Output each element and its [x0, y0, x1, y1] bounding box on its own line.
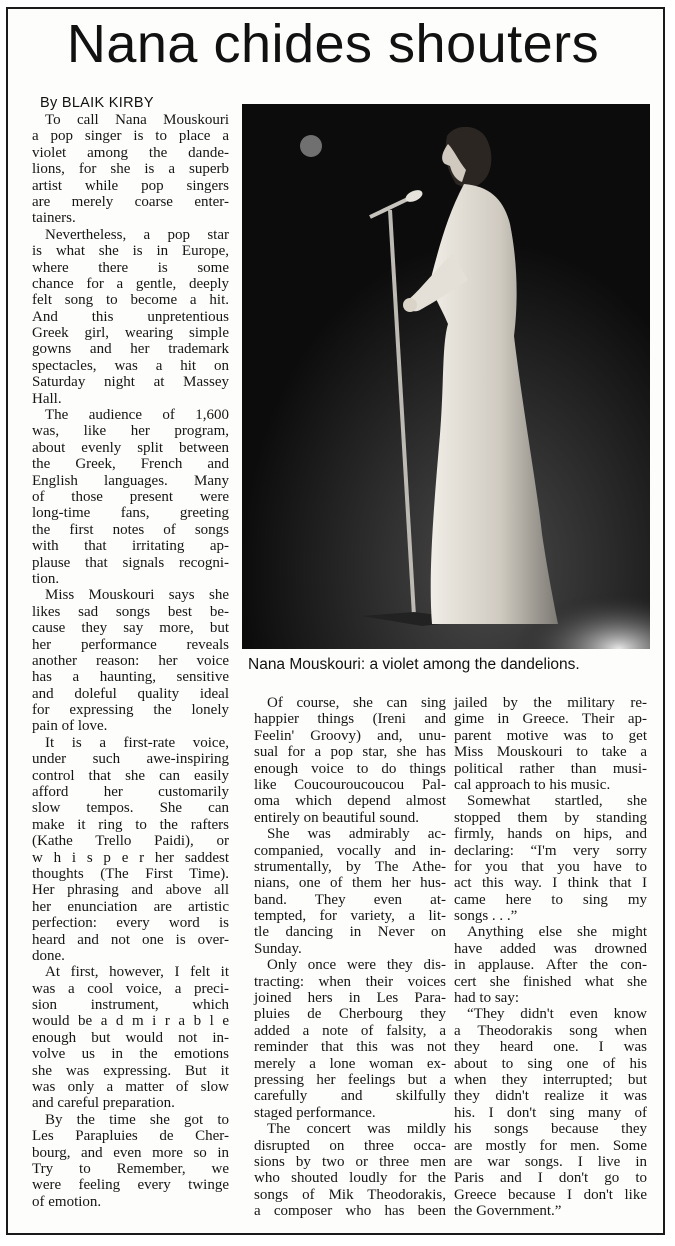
article-text-line: added a note of falsity, a	[254, 1022, 446, 1039]
article-text-line: Somewhat startled, she	[467, 793, 647, 810]
article-text-line: felt song to become a hit.	[32, 292, 229, 309]
article-text-line: bourg, and even more so in	[32, 1144, 229, 1161]
article-text-line: had to say:	[454, 990, 519, 1007]
article-text-line: Miss Mouskouri to take a	[454, 744, 647, 761]
article-text-line: pressing her feelings but a	[254, 1071, 446, 1088]
article-text-line: chance for a gentle, deeply	[32, 275, 229, 292]
article-text-line: Her phrasing and above all	[32, 882, 229, 899]
article-text-line: And this unpretentious	[32, 308, 229, 325]
article-text-line: Sunday.	[254, 940, 302, 957]
article-text-line: Nevertheless, a pop star	[45, 226, 229, 243]
article-text-line: act this way. I think that I	[454, 875, 647, 892]
article-text-line: Paris and I don't go to	[454, 1170, 647, 1187]
article-text-line: Les Parapluies de Cher-	[32, 1128, 229, 1145]
article-text-line: the Government.”	[454, 1203, 562, 1220]
article-text-line: his. I don't sing many of	[454, 1104, 647, 1121]
article-text-line: band. They even at-	[254, 891, 446, 908]
article-text-line: perfection: every word is	[32, 915, 229, 932]
article-text-line: nians, one of them her hus-	[254, 875, 446, 892]
article-text-line: happier things (Ireni and	[254, 711, 446, 728]
article-text-line: entirely on beautiful sound.	[254, 809, 419, 826]
article-photo	[242, 104, 650, 649]
article-text-line: companied, vocally and in-	[254, 842, 446, 859]
article-text-line: is what she is in Europe,	[32, 243, 229, 260]
article-text-line: w h i s p e r her saddest	[32, 849, 229, 866]
article-text-line: for you that you have to	[454, 858, 647, 875]
article-text-line: Saturday night at Massey	[32, 374, 229, 391]
article-text-line: Of course, she can sing	[267, 695, 446, 711]
article-column-3	[454, 695, 647, 1220]
article-column-1	[32, 112, 229, 1210]
article-text-line: another reason: her voice	[32, 652, 229, 669]
article-text-line: thoughts (The First Time).	[32, 865, 229, 882]
article-text-line: Hall.	[32, 390, 62, 407]
article-text-line: songs of Mik Theodorakis,	[254, 1186, 446, 1203]
article-text-line: Only once were they dis-	[267, 957, 446, 974]
article-text-line: English languages. Many	[32, 472, 229, 489]
article-text-line: lions, for she is a superb	[32, 161, 229, 178]
article-text-line: pluies de Cherbourg they	[254, 1006, 446, 1023]
photo-caption: Nana Mouskouri: a violet among the dandelions.	[248, 656, 580, 673]
article-text-line: afford her customarily	[32, 784, 229, 801]
article-text-line: a composer who has been	[254, 1203, 446, 1220]
article-text-line: Try to Remember, we	[32, 1161, 229, 1177]
article-text-line: done.	[32, 947, 65, 964]
article-text-line: joined hers in Les Para-	[254, 990, 446, 1007]
singer-photo-illustration	[242, 104, 650, 649]
article-text-line: enough voice to do things	[254, 760, 446, 777]
article-text-line: carefully and skilfully	[254, 1088, 446, 1105]
article-text-line: control that she can easily	[32, 767, 229, 784]
article-text-line: Miss Mouskouri says she	[45, 587, 229, 604]
article-text-line: was a cool voice, a preci-	[32, 980, 229, 997]
article-text-line: make it ring to the rafters	[32, 816, 229, 833]
article-text-line: cal approach to his music.	[454, 776, 611, 793]
article-text-line: declaring: “I'm very sorry	[454, 842, 647, 859]
article-text-line: gowns and her trademark	[32, 341, 229, 358]
article-text-line: tracting: when their voices	[254, 973, 446, 990]
article-text-line: where there is some	[32, 259, 229, 276]
article-text-line: The concert was mildly	[267, 1121, 446, 1138]
article-text-line: her enunciation are artistic	[32, 898, 229, 915]
article-text-line: plause that signals recogni-	[32, 554, 229, 571]
stage-light-spot	[300, 135, 322, 157]
article-text-line: gime in Greece. Their ap-	[454, 711, 647, 728]
article-text-line: in applause. After the con-	[454, 957, 647, 974]
article-text-line: jailed by the military re-	[454, 695, 647, 711]
article-text-line: the Greek, French and	[32, 456, 229, 473]
article-text-line: heard and not one is over-	[32, 931, 229, 948]
article-text-line: with that irritating ap-	[32, 538, 229, 555]
article-text-line: when they interrupted; but	[454, 1071, 647, 1088]
article-text-line: the first notes of songs	[32, 521, 229, 538]
article-text-line: they didn't realize it was	[454, 1088, 647, 1105]
article-text-line: likes sad songs best be-	[32, 603, 229, 620]
article-text-line: At first, however, I felt it	[45, 964, 229, 981]
article-text-line: tainers.	[32, 210, 76, 227]
article-text-line: are merely coarse enter-	[32, 193, 229, 210]
article-text-line: pain of love.	[32, 718, 108, 735]
article-text-line: tempted, for variety, a lit-	[254, 908, 446, 925]
byline: By BLAIK KIRBY	[40, 95, 154, 111]
article-text-line: were feeling every twinge	[32, 1177, 229, 1194]
article-text-line: tion.	[32, 570, 60, 587]
article-text-line: enough but would not in-	[32, 1029, 229, 1046]
article-text-line: firmly, hands on hips, and	[454, 826, 647, 843]
article-text-line: reminder that this was not	[254, 1039, 446, 1056]
article-text-line: (Kathe Trello Paidi), or	[32, 833, 229, 850]
article-text-line: she was expressing. But it	[32, 1062, 229, 1079]
article-text-line: “They didn't even know	[467, 1006, 647, 1023]
article-text-line: Anything else she might	[467, 924, 647, 941]
article-text-line: songs . . .”	[454, 908, 518, 925]
article-text-line: about evenly split between	[32, 439, 229, 456]
article-text-line: Greece because I don't like	[454, 1186, 647, 1203]
article-text-line: Feelin' Groovy) and, unu-	[254, 727, 446, 744]
article-text-line: slow tempos. She can	[32, 800, 229, 817]
article-text-line: political rather than musi-	[454, 760, 647, 777]
article-text-line: It is a first-rate voice,	[45, 734, 229, 751]
article-text-line: strumentally, by The Athe-	[254, 858, 446, 875]
article-text-line: and careful preparation.	[32, 1095, 175, 1112]
article-text-line: came here to sing my	[454, 891, 647, 908]
article-text-line: staged performance.	[254, 1104, 376, 1121]
article-text-line: volve us in the emotions	[32, 1046, 229, 1063]
article-text-line: sions by two or three men	[254, 1153, 446, 1170]
article-text-line: would be a d m i r a b l e	[32, 1013, 229, 1030]
article-text-line: his songs because they	[454, 1121, 647, 1138]
article-text-line: spectacles, was a hit on	[32, 357, 229, 374]
article-text-line: about to sing one of his	[454, 1055, 647, 1072]
article-text-line: who shouted loudly for the	[254, 1170, 446, 1187]
article-text-line: like Coucouroucoucou Pal-	[254, 776, 446, 793]
article-text-line: of emotion.	[32, 1193, 102, 1210]
article-text-line: tle dancing in Never on	[254, 924, 446, 941]
article-text-line: for expressing the lonely	[32, 702, 229, 719]
article-text-line: are mostly for men. Some	[454, 1137, 647, 1154]
article-text-line: was, like her program,	[32, 423, 229, 440]
article-text-line: her performance reveals	[32, 636, 229, 653]
article-text-line: a Theodorakis song when	[454, 1022, 647, 1039]
article-text-line: sion instrument, which	[32, 997, 229, 1014]
article-text-line: was only a matter of slow	[32, 1079, 229, 1096]
article-text-line: long-time fans, greeting	[32, 505, 229, 522]
article-text-line: To call Nana Mouskouri	[45, 112, 229, 128]
article-text-line: under such awe-inspiring	[32, 751, 229, 768]
article-text-line: and doleful quality ideal	[32, 685, 229, 702]
article-text-line: oma which depend almost	[254, 793, 446, 810]
article-text-line: disrupted on three occa-	[254, 1137, 446, 1154]
article-text-line: She was admirably ac-	[267, 826, 446, 843]
article-text-line: stopped them by standing	[454, 809, 647, 826]
article-column-2	[254, 695, 446, 1220]
article-text-line: are war songs. I live in	[454, 1153, 647, 1170]
article-text-line: parent motive was to get	[454, 727, 647, 744]
article-text-line: violet among the dande-	[32, 144, 229, 161]
article-text-line: cert she finished what she	[454, 973, 647, 990]
article-text-line: The audience of 1,600	[45, 407, 229, 424]
article-text-line: Greek girl, wearing simple	[32, 325, 229, 342]
article-text-line: have added was drowned	[454, 940, 647, 957]
article-text-line: has a haunting, sensitive	[32, 669, 229, 686]
article-text-line: sual for a pop star, she has	[254, 744, 446, 761]
article-text-line: a pop singer is to place a	[32, 128, 229, 145]
article-text-line: cause they say more, but	[32, 620, 229, 637]
article-text-line: By the time she got to	[45, 1111, 229, 1128]
article-text-line: merely a lone woman ex-	[254, 1055, 446, 1072]
article-text-line: they heard one. I was	[454, 1039, 647, 1056]
article-text-line: of those present were	[32, 488, 229, 505]
article-text-line: artist while pop singers	[32, 177, 229, 194]
headline: Nana chides shouters	[66, 14, 600, 74]
